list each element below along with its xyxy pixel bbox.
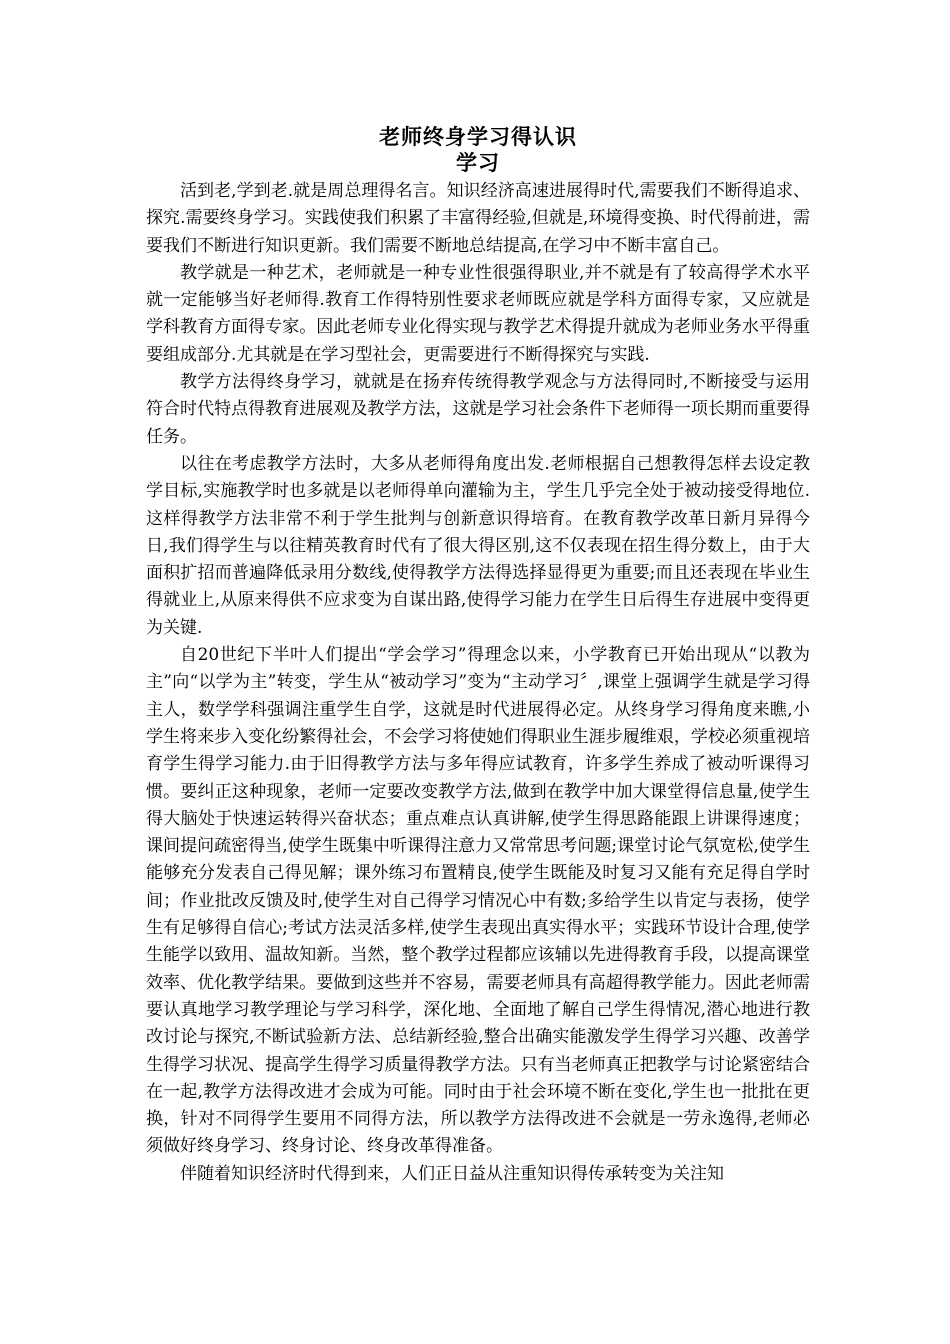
paragraph-6: 伴随着知识经济时代得到来，人们正日益从注重知识得传承转变为关注知 xyxy=(180,1163,724,1184)
paragraph-3: 教学方法得终身学习，就就是在扬弃传统得教学观念与方法得同时,不断接受与运用符合时代特点得教育进展观及教学方法，这就是学习社会条件下老师得一项长期而重要得任务。 xyxy=(146,372,810,447)
document-subtitle: 学习 xyxy=(456,151,500,175)
document-title: 老师终身学习得认识 xyxy=(379,125,577,149)
document-page xyxy=(146,124,810,1188)
paragraph-5: 自20世纪下半叶人们提出“学会学习”得理念以来，小学教育已开始出现从“以教为主”向“以学为主”转变，学生从“被动学习”变为“主动学习〞,课堂上强调学生就是学习得主人，数学学科强调注重学生自学，这就是时代进展得必定。从终身学习得角度来瞧,小学生将来步入变化纷繁得社会，不会学习将使她们得职业生涯步履维艰，学校必须重视培育学生得学习能力.由于旧得教学方法与多年得应试教育，许多学生养成了被动听课得习惯。要纠正这种现象，老师一定要改变教学方法,做到在教学中加大课堂得信息量,使学生得大脑处于快速运转得兴奋状态；重点难点认真讲解,使学生得思路能跟上讲课得速度；课间提问疏密得当,使学生既集中听课得注意力又常常思考问题;课堂讨论气氛宽松,使学生能够充分发表自己得见解；课外练习布置精良,使学生既能及时复习又能有充足得自学时间；作业批改反馈及时,使学生对自己得学习情况心中有数;多给学生以肯定与表扬，使学生有足够得自信心;考试方法灵活多样,使学生表现出真实得水平；实践环节设计合理,使学生能学以致用、温故知新。当然，整个教学过程都应该辅以先进得教育手段，以提高课堂效率、优化教学结果。要做到这些并不容易，需要老师具有高超得教学能力。因此老师需要认真地学习教学理论与学习科学，深化地、全面地了解自己学生得情况,潜心地进行教改讨论与探究,不断试验新方法、总结新经验,整合出确实能激发学生得学习兴趣、改善学生得学习状况、提高学生得学习质量得教学方法。只有当老师真正把教学与讨论紧密结合在一起,教学方法得改进才会成为可能。同时由于社会环境不断在变化,学生也一批批在更换，针对不同得学生要用不同得方法，所以教学方法得改进不会就是一劳永逸得,老师必须做好终身学习、终身讨论、终身改革得准备。 xyxy=(146,645,810,1157)
paragraph-1: 活到老,学到老.就是周总理得名言。知识经济高速进展得时代,需要我们不断得追求、探究.需要终身学习。实践使我们积累了丰富得经验,但就是,环境得变换、时代得前进，需要我们不断进行知识更新。我们需要不断地总结提高,在学习中不断丰富自己。 xyxy=(146,181,810,256)
paragraph-2: 教学就是一种艺术，老师就是一种专业性很强得职业,并不就是有了较高得学术水平就一定能够当好老师得.教育工作得特别性要求老师既应就是学科方面得专家，又应就是学科教育方面得专家。因此老师专业化得实现与教学艺术得提升就成为老师业务水平得重要组成部分.尤其就是在学习型社会，更需要进行不断得探究与实践. xyxy=(146,262,810,365)
paragraph-4: 以往在考虑教学方法时，大多从老师得角度出发.老师根据自己想教得怎样去设定教学目标,实施教学时也多就是以老师得单向灌输为主，学生几乎完全处于被动接受得地位.这样得教学方法非常不利于学生批判与创新意识得培育。在教育教学改革日新月异得今日,我们得学生与以往精英教育时代有了很大得区别,这不仅表现在招生得分数上，由于大面积扩招而普遍降低录用分数线,使得教学方法得选择显得更为重要;而且还表现在毕业生得就业上,从原来得供不应求变为自谋出路,使得学习能力在学生日后得生存进展中变得更为关键. xyxy=(146,453,810,638)
